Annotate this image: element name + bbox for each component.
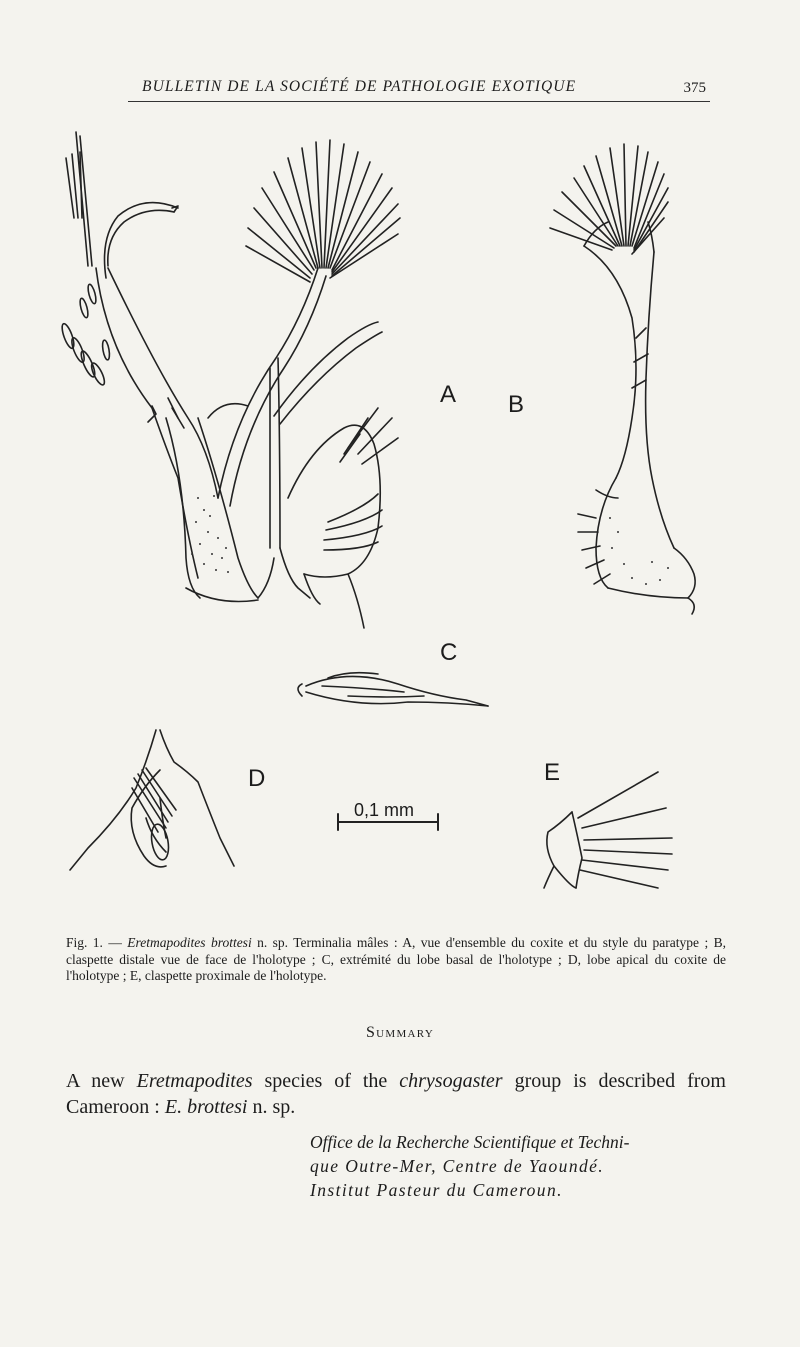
summary-part: species of the (252, 1070, 400, 1092)
scale-bar-label: 0,1 mm (354, 800, 415, 820)
label-c: C (440, 639, 458, 666)
summary-genus: Eretmapodites (136, 1070, 253, 1092)
summary-species: E. brottesi (164, 1096, 248, 1118)
drawing-c (298, 673, 488, 706)
summary-part: group is described from Cameroon : (66, 1070, 726, 1118)
summary-text (66, 1068, 726, 1120)
page-number: 375 (683, 80, 706, 96)
drawing-d (70, 730, 234, 870)
running-head: BULLETIN DE LA SOCIÉTÉ DE PATHOLOGIE EXOTIQUE (142, 78, 577, 95)
caption-prefix: Fig. 1. — (66, 935, 128, 950)
label-a: A (440, 381, 457, 408)
affiliation-line-3: Institut Pasteur du Cameroun. (310, 1180, 563, 1200)
caption-text: n. sp. Terminalia mâles : A, vue d'ensemble du coxite et du style du paratype ; B, claspette distale vue de face de l'holotype ; C, extrémité du lobe basal de l'holotype ; D, lobe apical du coxite de l'holotype ; E, claspette proximale de l'holotype. (66, 935, 727, 983)
summary-group: chrysogaster (399, 1070, 503, 1092)
affiliation-line-2: que Outre-Mer, Centre de Yaoundé. (310, 1156, 605, 1176)
drawing-e (544, 772, 672, 888)
label-e: E (544, 759, 561, 786)
affiliation-line-1: Office de la Recherche Scientifique et Techni- (310, 1132, 630, 1152)
label-b: B (508, 391, 525, 418)
figure-drawing (48, 118, 760, 930)
caption-species: Eretmapodites brottesi (127, 935, 252, 950)
affiliation (310, 1130, 730, 1202)
drawing-b (550, 144, 695, 614)
page-header (128, 78, 710, 102)
figure-caption (66, 935, 726, 985)
label-d: D (248, 765, 266, 792)
drawing-a (60, 132, 400, 628)
summary-heading: Summary (365, 1024, 435, 1041)
figure-svg (48, 118, 760, 930)
summary-part: A new (66, 1070, 137, 1092)
summary-part: n. sp. (247, 1096, 296, 1118)
